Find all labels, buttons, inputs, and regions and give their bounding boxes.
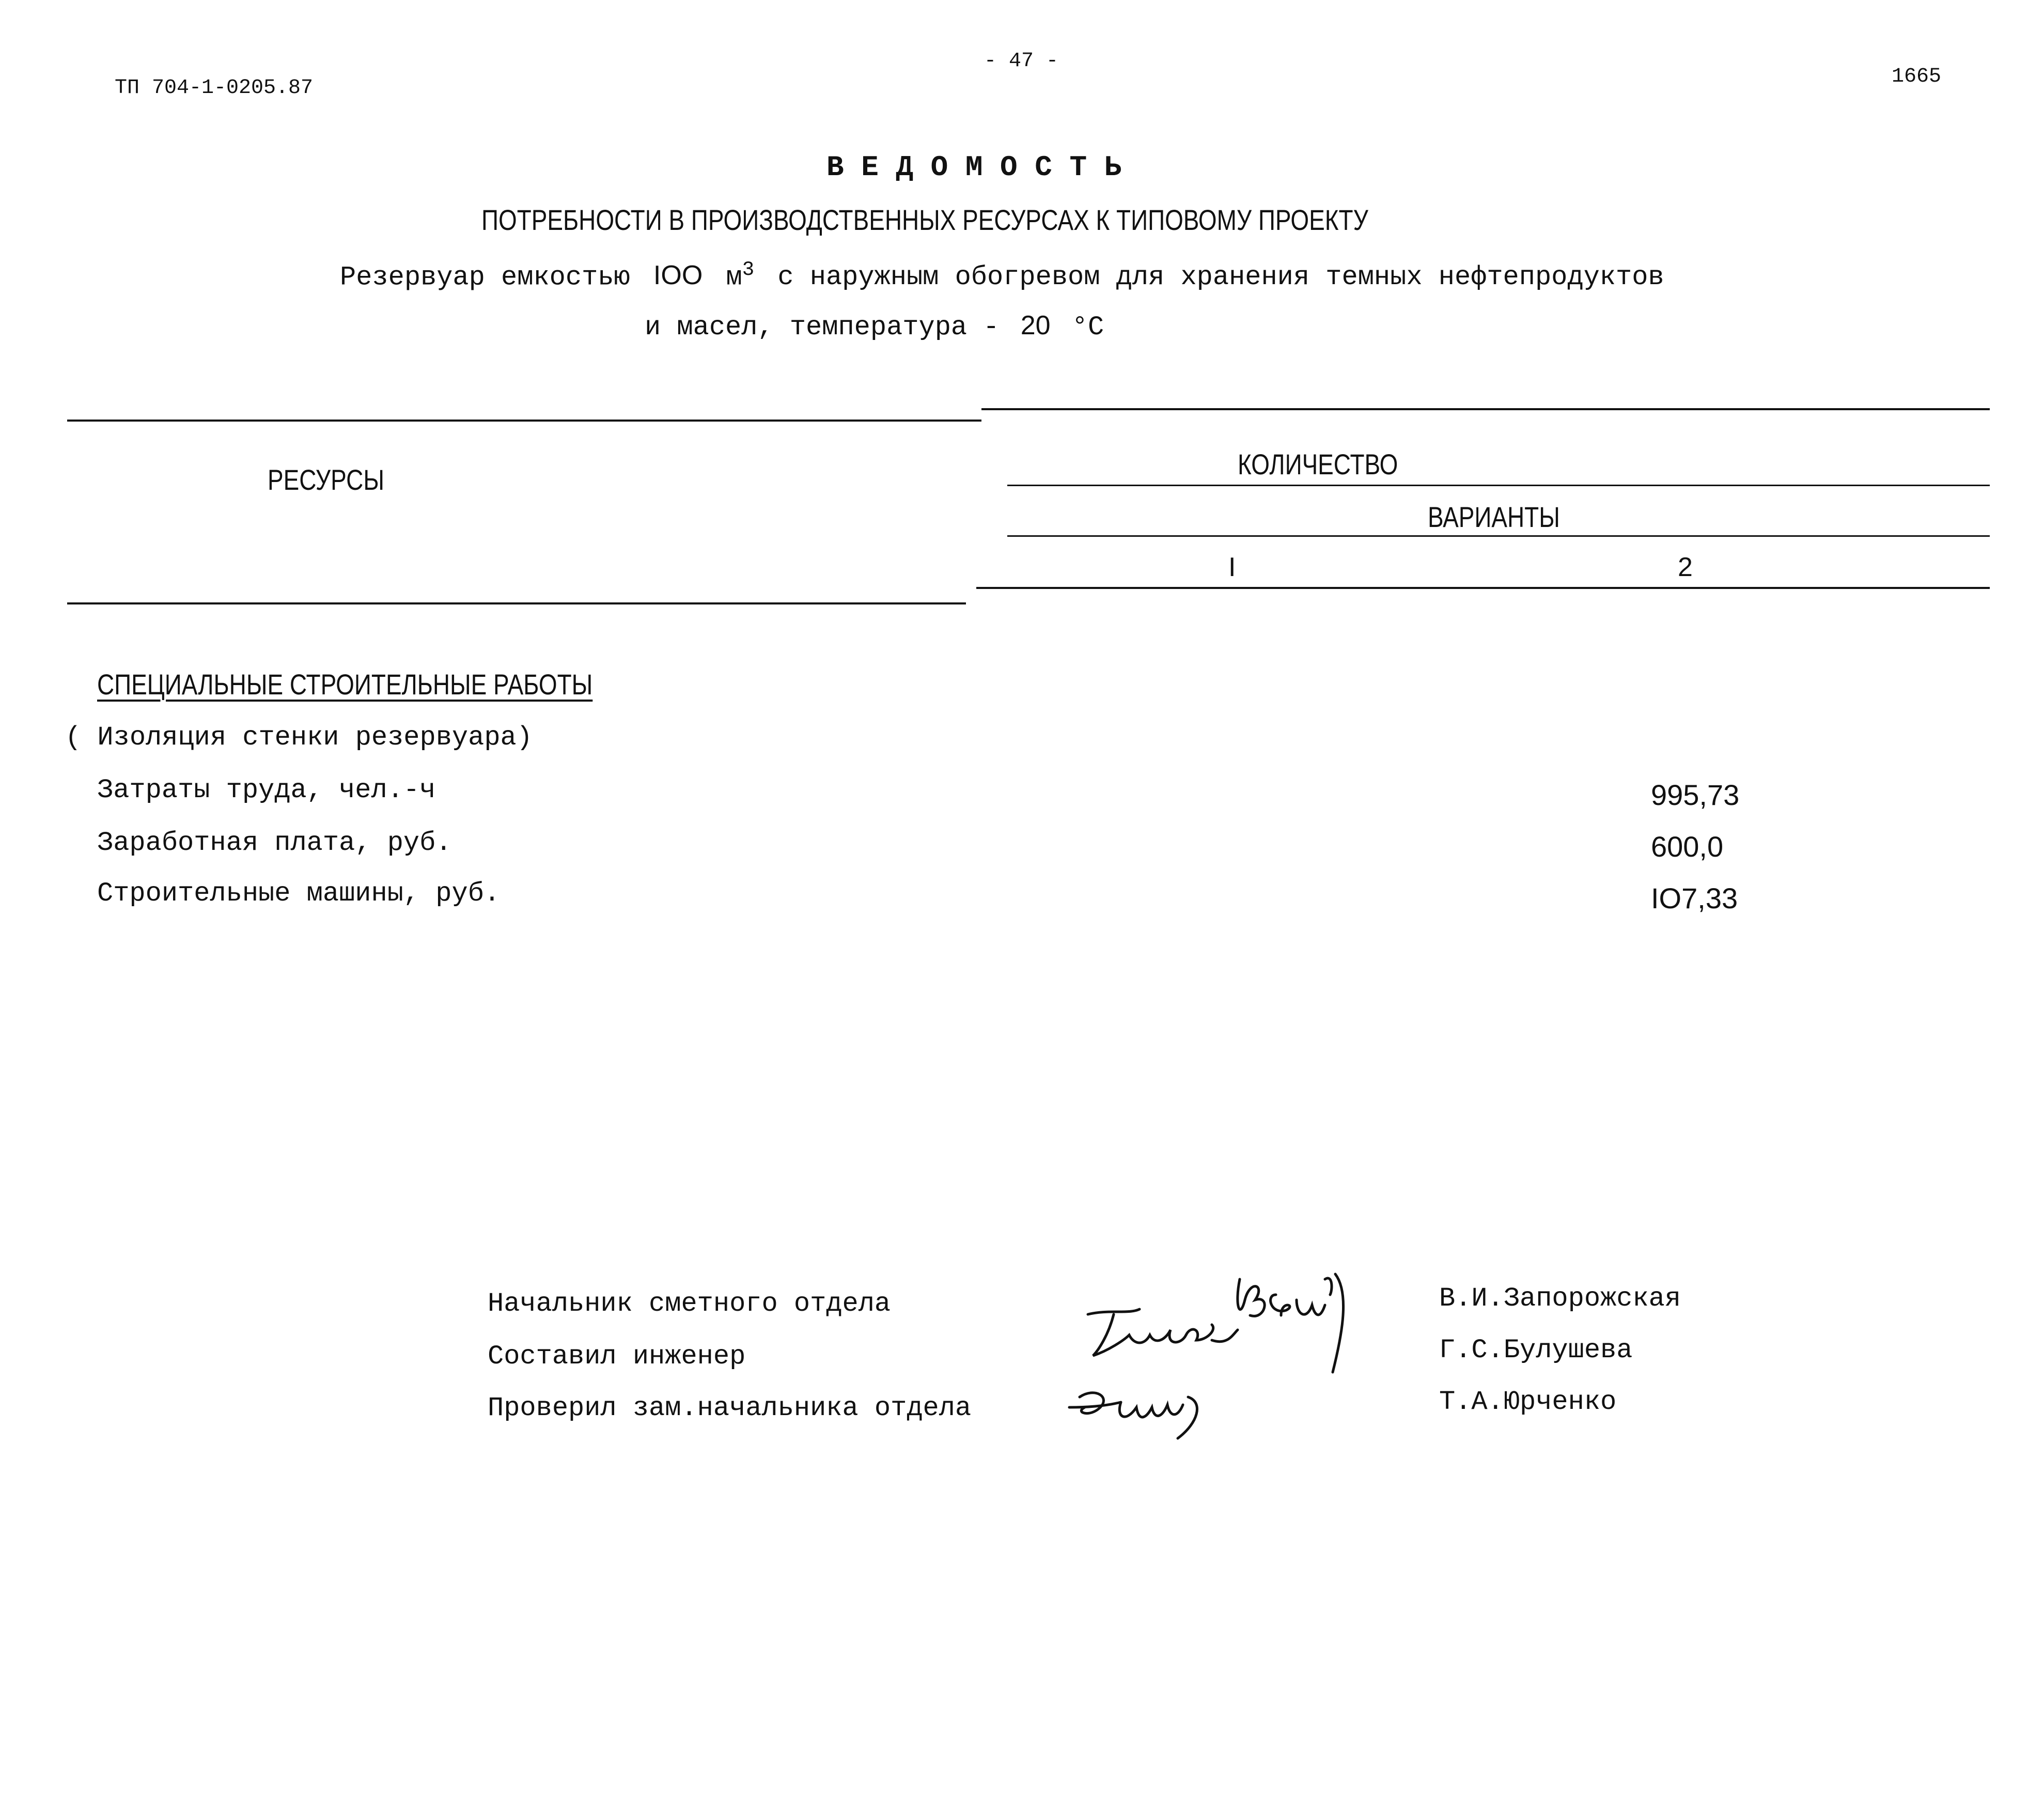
table-row-labor-value: 995,73 [1651,779,1740,811]
signature-position-3: Проверил зам.начальника отдела [488,1393,972,1423]
quantity-underline [1007,485,1990,486]
column-header-variant-2: 2 [1678,552,1693,582]
capacity-value: IOO [653,260,703,291]
table-header-bottom-rule-right [976,587,1990,589]
temperature-unit: °С [1071,312,1104,343]
document-title: В Е Д О М О С Т Ь [826,151,1122,184]
table-row-wages-value: 600,0 [1651,830,1724,863]
temperature-value: 20 [1020,311,1051,340]
sheet-number: 1665 [1892,65,1942,88]
document-code: ТП 704-1-0205.87 [115,76,314,100]
capacity-unit: м [726,262,742,293]
section-subtitle: ( Изоляция стенки резервуара) [65,722,533,753]
signature-name-2: Г.С.Булушева [1439,1335,1633,1365]
title-line-2-suffix: с наружным обогревом для хранения темных нефтепродуктов [777,262,1664,293]
table-top-rule-right [981,408,1990,410]
table-row-wages-label: Заработная плата, руб. [97,828,452,858]
signature-name-1: В.И.Запорожская [1439,1283,1681,1314]
handwritten-signature-2 [1078,1304,1253,1366]
variants-underline [1007,535,1990,537]
handwritten-signature-3 [1064,1376,1219,1449]
signature-name-3: Т.А.Юрченко [1439,1387,1617,1417]
signature-position-1: Начальник сметного отдела [488,1289,891,1319]
page-number: - 47 - [984,50,1059,73]
capacity-unit-exponent: 3 [742,258,755,281]
column-header-quantity: КОЛИЧЕСТВО [1238,448,1398,480]
title-line-3 [645,310,1104,343]
title-line-1: ПОТРЕБНОСТИ В ПРОИЗВОДСТВЕННЫХ РЕСУРСАХ К ТИПОВОМУ ПРОЕКТУ [481,204,1368,236]
title-line-3-prefix: и масел, температура - [645,312,1000,343]
signature-position-2: Составил инженер [488,1341,746,1372]
table-row-labor-label: Затраты труда, чел.-ч [97,775,436,805]
column-header-variant-1: I [1228,552,1236,582]
table-top-rule [67,420,981,422]
table-row-machines-value: IO7,33 [1651,882,1738,914]
column-header-resources: РЕСУРСЫ [268,463,384,496]
title-line-2-prefix: Резервуар емкостью [340,262,630,293]
title-line-2 [340,258,1664,292]
column-header-variants: ВАРИАНТЫ [1428,501,1560,533]
section-title: СПЕЦИАЛЬНЫЕ СТРОИТЕЛЬНЫЕ РАБОТЫ [97,668,593,701]
table-row-machines-label: Строительные машины, руб. [97,878,501,909]
table-header-bottom-rule [67,602,966,604]
